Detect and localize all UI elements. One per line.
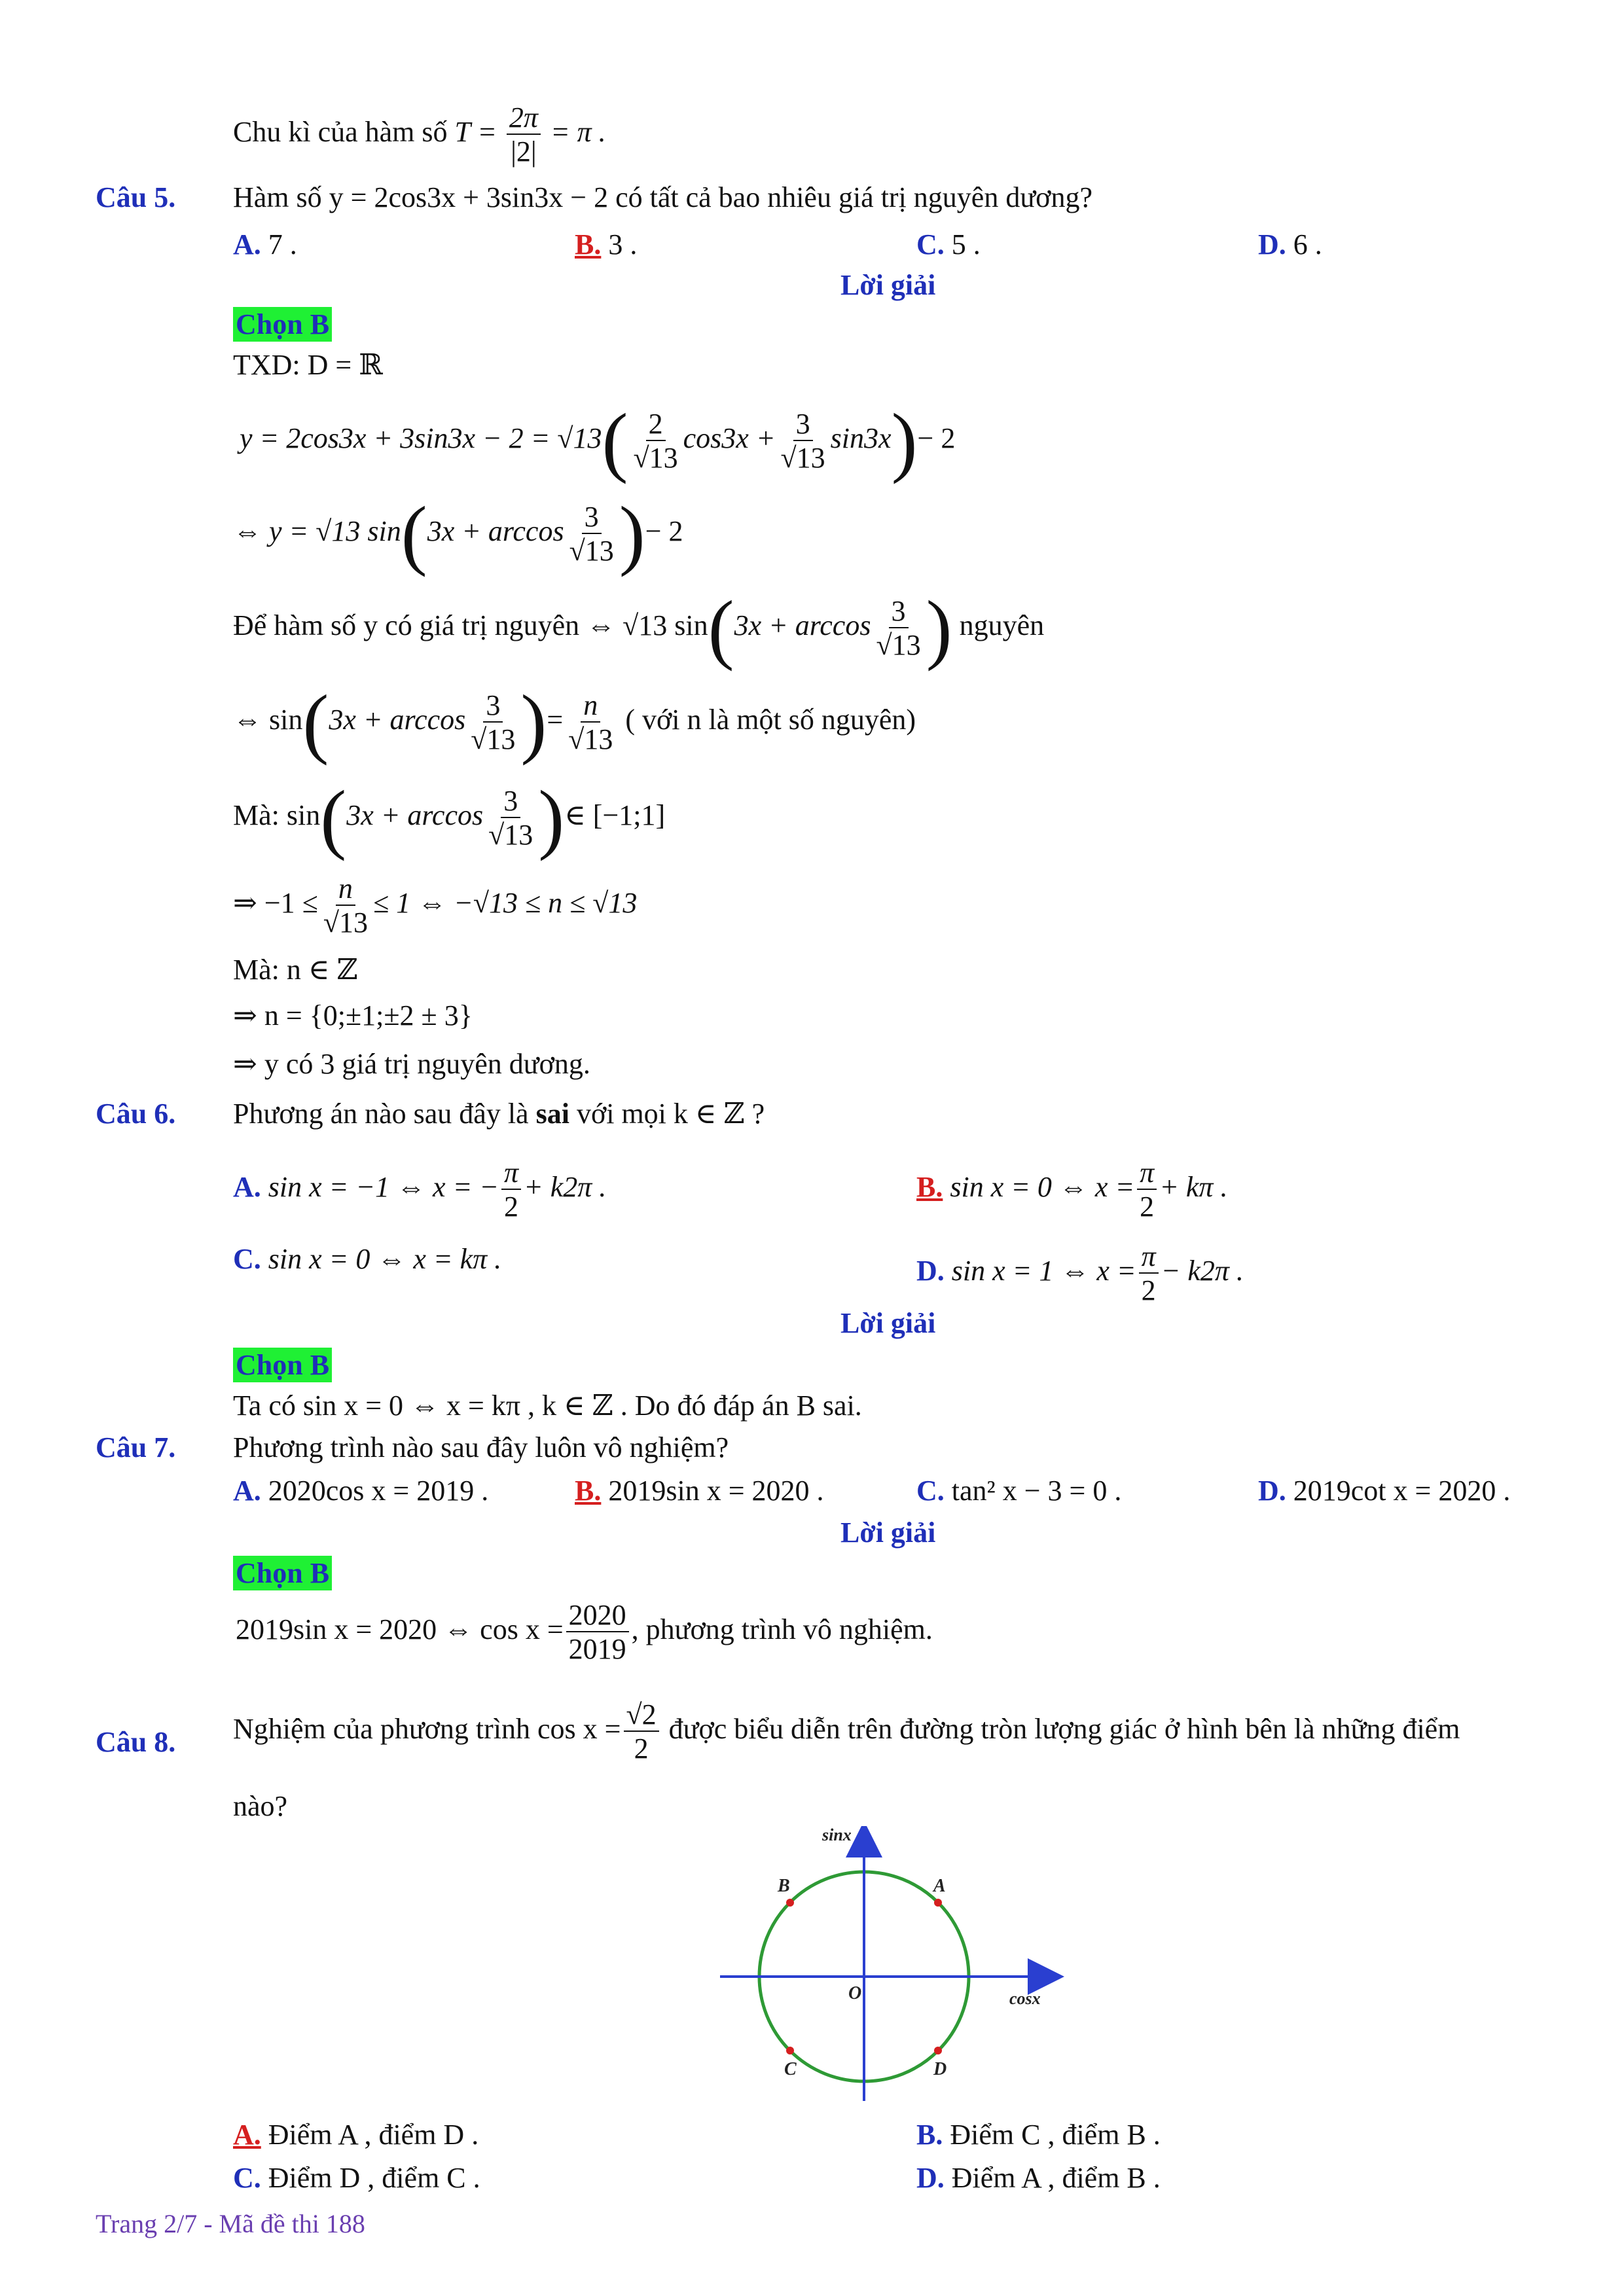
axis-y-label: sinx: [822, 1826, 852, 1844]
cau6-solution-title: Lời giải: [840, 1307, 936, 1339]
unit-circle-figure: [713, 1826, 1067, 2114]
cau8-option-a[interactable]: A. Điểm A , điểm D .: [233, 2119, 479, 2151]
period-result: = π .: [550, 116, 606, 149]
cau7-label: Câu 7.: [96, 1431, 176, 1463]
cau5-line-n: ⇔ sin(3x + arccos $\frac{3}{√13}$ )= $\frac{n}{√13}$ ( với n là một số nguyên): [233, 679, 916, 766]
cau8-label: Câu 8.: [96, 1726, 176, 1758]
cau6-explain: Ta có sin x = 0 ⇔ x = kπ , k ∈ ℤ . Do đó đáp án B sai.: [233, 1390, 862, 1422]
cau5-line-txd: TXD: D = ℝ: [233, 349, 383, 381]
cau7-option-a[interactable]: A. 2020cos x = 2019 .: [233, 1475, 489, 1507]
period-prefix: Chu kì của hàm số: [233, 116, 448, 149]
period-line: [233, 103, 606, 166]
cau8-question: Nghiệm của phương trình cos x = $\frac{√2}{2}$ được biểu diễn trên đường tròn lượng giác ở hình bên là những điểm: [233, 1698, 1460, 1765]
point-c: [786, 2047, 794, 2054]
page-footer: Trang 2/7 - Mã đề thi 188: [96, 2209, 365, 2238]
cau5-solution-title: Lời giải: [840, 269, 936, 301]
cau5-question: Hàm số y = 2cos3x + 3sin3x − 2 có tất cả bao nhiêu giá trị nguyên dương?: [233, 181, 1092, 213]
cau5-option-a[interactable]: A. 7 .: [233, 228, 297, 260]
cau6-option-b[interactable]: B. sin x = 0 ⇔ x = $\frac{\pi}{2}$ + kπ .: [916, 1157, 1228, 1223]
cau7-option-d[interactable]: D. 2019cot x = 2020 .: [1258, 1475, 1511, 1507]
cau5-line-ineq: ⇒ −1 ≤ $\frac{n}{√13}$ ≤ 1 ⇔ −√13 ≤ n ≤ √13: [233, 872, 638, 939]
cau5-option-c[interactable]: C. 5 .: [916, 228, 981, 260]
axis-x-label: cosx: [1009, 1989, 1041, 2008]
cau5-line-integer: Mà: n ∈ ℤ: [233, 954, 358, 986]
cau7-solution-title: Lời giải: [840, 1516, 936, 1549]
period-T: T =: [454, 116, 497, 149]
cau6-option-d[interactable]: D. sin x = 1 ⇔ x = $\frac{\pi}{2}$ − k2π .: [916, 1240, 1244, 1306]
cau5-option-b[interactable]: B. 3 .: [575, 228, 638, 260]
cau5-label: Câu 5.: [96, 181, 176, 213]
cau5-line-range: Mà: sin(3x + arccos $\frac{3}{√13}$ )∈ [−1;1]: [233, 774, 666, 861]
cau5-line-set: ⇒ n = {0;±1;±2 ± 3}: [233, 999, 473, 1031]
cau7-chosen: Chọn B: [233, 1559, 332, 1588]
cau7-explain: 2019sin x = 2020 ⇔ cos x = $\frac{2020}{2019}$ , phương trình vô nghiệm.: [236, 1599, 933, 1665]
cau6-question: Phương án nào sau đây là sai với mọi k ∈ ℤ ?: [233, 1098, 765, 1130]
cau8-option-b[interactable]: B. Điểm C , điểm B .: [916, 2119, 1161, 2151]
cau8-question-line2: nào?: [233, 1790, 288, 1822]
point-b: [786, 1899, 794, 1907]
cau6-option-a[interactable]: A. sin x = −1 ⇔ x = − $\frac{\pi}{2}$ + k2π .: [233, 1157, 607, 1223]
cau5-line-conclusion: ⇒ y có 3 giá trị nguyên dương.: [233, 1048, 590, 1080]
cau5-line-condition: Để hàm số y có giá trị nguyên ⇔ √13 sin(3x + arccos $\frac{3}{√13}$ ) nguyên: [233, 584, 1045, 672]
cau5-line-sin-form: ⇔ y = √13 sin(3x + arccos $\frac{3}{√13}$ )− 2: [233, 490, 683, 577]
point-c-label: C: [784, 2059, 797, 2079]
point-a-label: A: [933, 1876, 946, 1896]
cau5-line-expand: y = 2cos3x + 3sin3x − 2 = √13( $\frac{2}{√13}$ cos3x + $\frac{3}{√13}$ sin3x)− 2: [240, 397, 956, 484]
cau7-question: Phương trình nào sau đây luôn vô nghiệm?: [233, 1431, 729, 1463]
point-b-label: B: [778, 1876, 790, 1896]
cau6-option-c[interactable]: C. sin x = 0 ⇔ x = kπ .: [233, 1243, 502, 1275]
cau6-chosen: Chọn B: [233, 1351, 332, 1380]
cau8-option-c[interactable]: C. Điểm D , điểm C .: [233, 2162, 480, 2194]
cau7-option-b[interactable]: B. 2019sin x = 2020 .: [575, 1475, 824, 1507]
cau7-option-c[interactable]: C. tan² x − 3 = 0 .: [916, 1475, 1122, 1507]
origin-label: O: [848, 1983, 862, 2003]
period-fraction: $\frac{2\pi}{|2|}$: [507, 103, 541, 166]
cau6-label: Câu 6.: [96, 1098, 176, 1130]
cau5-option-d[interactable]: D. 6 .: [1258, 228, 1322, 260]
point-d: [934, 2047, 942, 2054]
point-a: [934, 1899, 942, 1907]
cau5-chosen: Chọn B: [233, 310, 332, 339]
point-d-label: D: [933, 2059, 947, 2079]
cau8-option-d[interactable]: D. Điểm A , điểm B .: [916, 2162, 1161, 2194]
